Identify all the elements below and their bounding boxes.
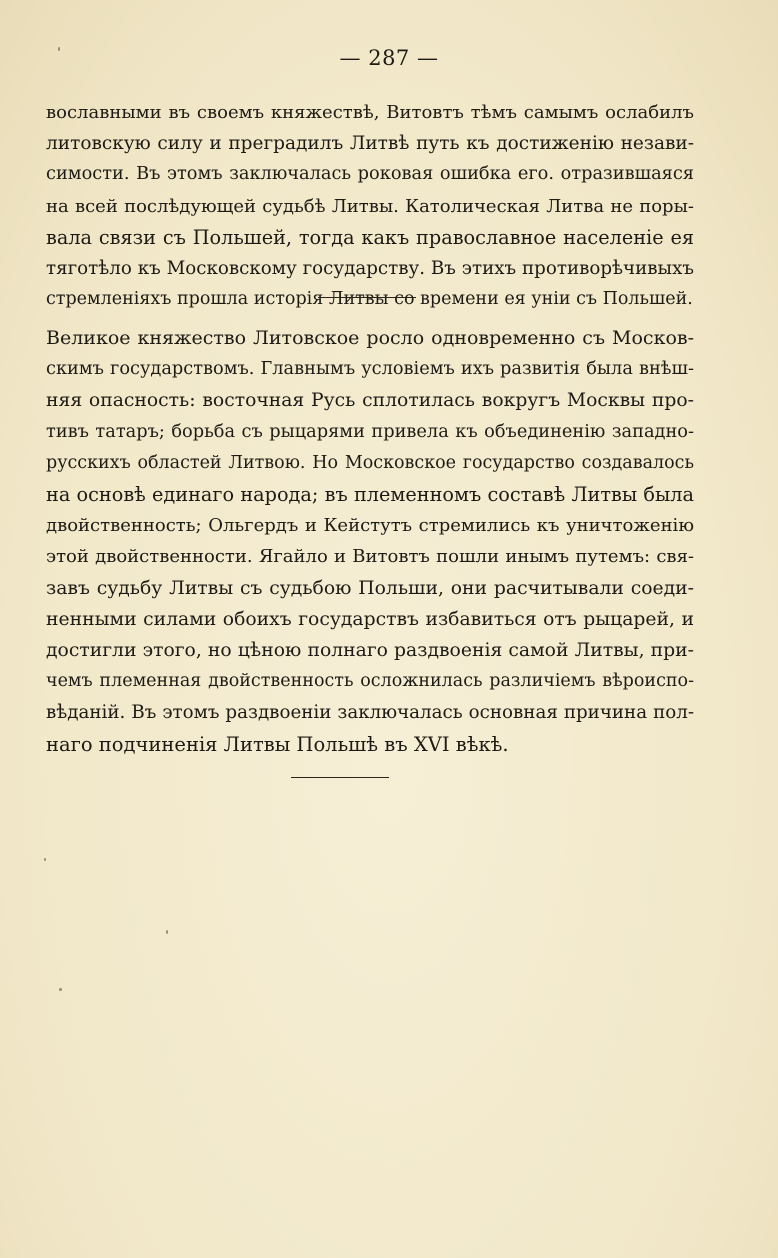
text-line: Великое княжество Литовское росло одновременно съ Москов- bbox=[46, 327, 694, 349]
end-divider bbox=[291, 777, 389, 778]
text-line: на основѣ единаго народа; въ племенномъ составѣ Литвы была bbox=[46, 483, 694, 507]
text-line: наго подчиненія Литвы Польшѣ въ XVI вѣкѣ. bbox=[46, 732, 509, 756]
paragraph-1 bbox=[46, 97, 694, 315]
text-line: русскихъ областей Литвою. Но Московское государство создавалось bbox=[46, 452, 694, 473]
text-line: няя опасность: восточная Русь сплотилась вокругъ Москвы про- bbox=[46, 390, 694, 412]
text-line: стремленіяхъ прошла исторія Литвы со времени ея уніи съ Польшей. bbox=[46, 289, 693, 310]
text-line: двойственность; Ольгердъ и Кейстутъ стремились къ уничтоженію bbox=[46, 515, 694, 537]
paper-speck bbox=[58, 47, 60, 51]
text-line: достигли этого, но цѣною полнаго раздвоенія самой Литвы, при- bbox=[46, 640, 694, 662]
text-line: вославными въ своемъ княжествѣ, Витовтъ тѣмъ самымъ ослабилъ bbox=[46, 102, 694, 123]
text-line: тяготѣло къ Московскому государству. Въ этихъ противорѣчивыхъ bbox=[46, 258, 694, 280]
page-number: — 287 — bbox=[339, 46, 439, 70]
text-line: вала связи съ Польшей, тогда какъ православное населеніе ея bbox=[46, 225, 694, 249]
paper-speck bbox=[166, 930, 168, 934]
text-line: чемъ племенная двойственность осложнилась различіемъ вѣроиспо- bbox=[46, 671, 694, 692]
text-line: этой двойственности. Ягайло и Витовтъ пошли инымъ путемъ: свя- bbox=[46, 546, 694, 568]
text-line: завъ судьбу Литвы съ судьбою Польши, они расчитывали соеди- bbox=[46, 577, 694, 599]
paper-speck bbox=[59, 988, 62, 991]
text-line: на всей послѣдующей судьбѣ Литвы. Католическая Литва не поры- bbox=[46, 195, 694, 217]
paper-speck bbox=[44, 858, 46, 861]
text-line: симости. Въ этомъ заключалась роковая ошибка его. отразившаяся bbox=[46, 164, 694, 185]
text-line: скимъ государствомъ. Главнымъ условіемъ ихъ развитія была внѣш- bbox=[46, 359, 694, 380]
section-divider bbox=[318, 297, 416, 298]
paragraph-2 bbox=[46, 323, 694, 760]
text-line: литовскую силу и преградилъ Литвѣ путь къ достиженію незави- bbox=[46, 133, 694, 155]
text-line: ненными силами обоихъ государствъ избавиться отъ рыцарей, и bbox=[46, 608, 694, 630]
text-line: вѣданій. Въ этомъ раздвоеніи заключалась основная причина пол- bbox=[46, 702, 694, 724]
text-line: тивъ татаръ; борьба съ рыцарями привела къ объединенію западно- bbox=[46, 421, 694, 442]
